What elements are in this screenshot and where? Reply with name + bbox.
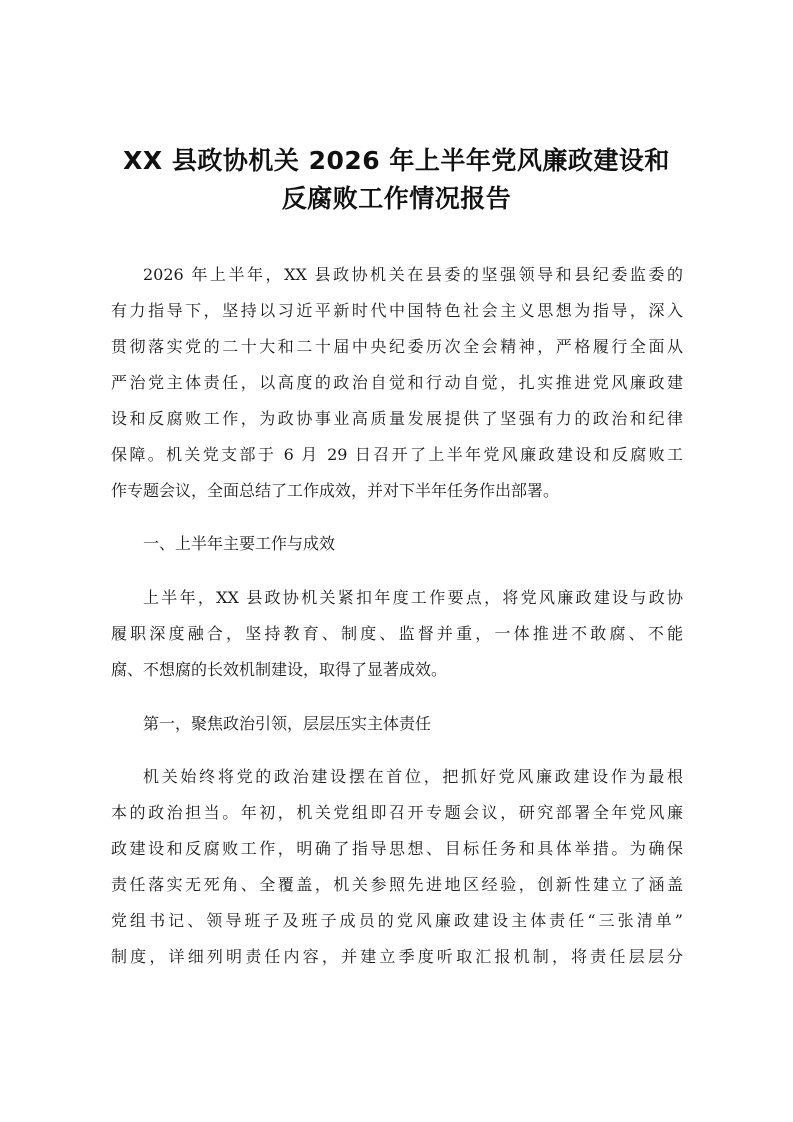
heading-text: 一、上半年主要工作与成效: [143, 534, 336, 553]
text-line: 腐、不想腐的长效机制建设，取得了显著成效。: [111, 660, 448, 679]
text-line: 上半年，XX 县政协机关紧扣年度工作要点，将党风廉政建设与政协: [143, 588, 683, 607]
text-line: 有力指导下，坚持以习近平新时代中国特色社会主义思想为指导，深入: [111, 301, 683, 320]
document-title-line-2: 反腐败工作情况报告: [281, 184, 512, 213]
text-line: 保障。机关党支部于 6 月 29 日召开了上半年党风廉政建设和反腐败工: [111, 445, 683, 464]
text-line: 作专题会议，全面总结了工作成效，并对下半年任务作出部署。: [111, 481, 560, 500]
text-line: 机关始终将党的政治建设摆在首位，把抓好党风廉政建设作为最根: [143, 767, 683, 786]
text-line: 2026 年上半年，XX 县政协机关在县委的坚强领导和县纪委监委的: [143, 265, 683, 284]
text-line: 设和反腐败工作，为政协事业高质量发展提供了坚强有力的政治和纪律: [111, 409, 683, 428]
text-line: 党组书记、领导班子及班子成员的党风廉政建设主体责任“三张清单”: [111, 911, 683, 930]
document-title-line-1: XX 县政协机关 2026 年上半年党风廉政建设和: [123, 146, 670, 175]
text-line: 本的政治担当。年初，机关党组即召开专题会议，研究部署全年党风廉: [111, 803, 683, 822]
text-line: 严治党主体责任，以高度的政治自觉和行动自觉，扎实推进党风廉政建: [111, 373, 683, 392]
text-line: 责任落实无死角、全覆盖，机关参照先进地区经验，创新性建立了涵盖: [111, 875, 683, 894]
text-line: 政建设和反腐败工作，明确了指导思想、目标任务和具体举措。为确保: [111, 839, 683, 858]
text-line: 贯彻落实党的二十大和二十届中央纪委历次全会精神，严格履行全面从: [111, 337, 683, 356]
heading-text: 第一，聚焦政治引领，层层压实主体责任: [143, 714, 432, 733]
text-line: 制度，详细列明责任内容，并建立季度听取汇报机制，将责任层层分: [111, 947, 683, 966]
text-line: 履职深度融合，坚持教育、制度、监督并重，一体推进不敢腐、不能: [111, 624, 683, 643]
